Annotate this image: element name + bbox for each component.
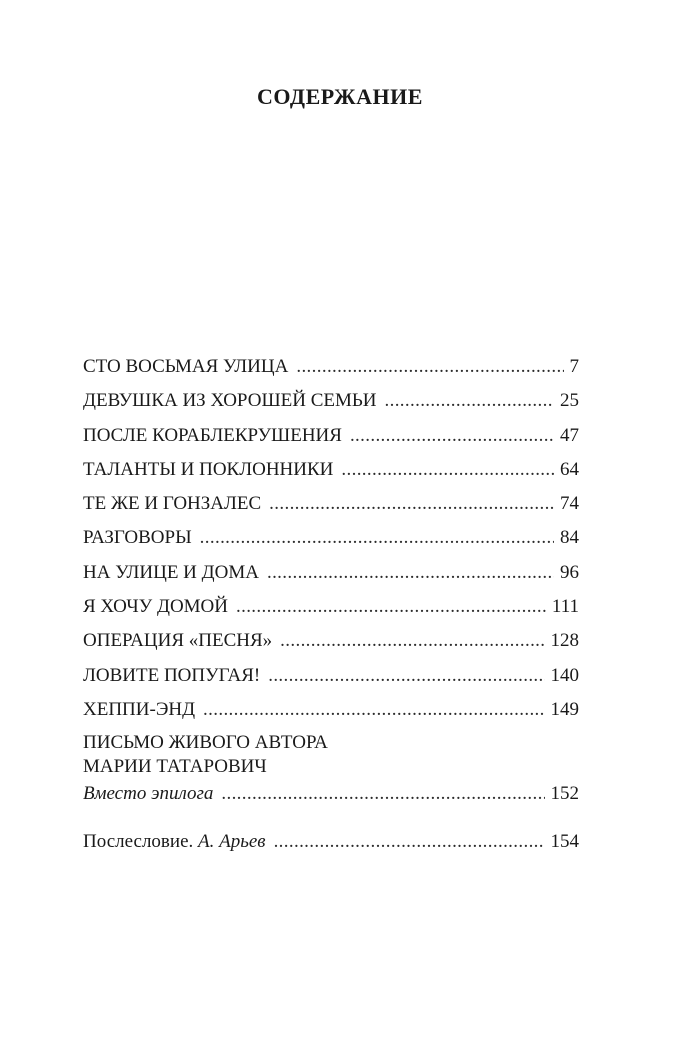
dot-leader [296, 350, 563, 384]
toc-entry-page: 47 [560, 424, 579, 446]
afterword-label: Послесловие. [83, 831, 194, 853]
toc-entry [83, 453, 579, 487]
dot-leader [236, 590, 546, 624]
dot-leader [268, 659, 544, 693]
toc-entry-page: 96 [560, 561, 579, 583]
toc-entry-page: 149 [550, 698, 579, 720]
dot-leader [203, 693, 544, 727]
toc-entry-title: ЛОВИТЕ ПОПУГАЯ! [83, 664, 261, 686]
toc-entry-title: НА УЛИЦЕ И ДОМА [83, 561, 259, 583]
dot-leader [274, 825, 545, 859]
dot-leader [267, 556, 554, 590]
toc-entry-title: Я ХОЧУ ДОМОЙ [83, 596, 228, 618]
toc-entry-letter [83, 731, 579, 809]
afterword-author: А. Арьев [198, 831, 266, 853]
toc-entry-title: ДЕВУШКА ИЗ ХОРОШЕЙ СЕМЬИ [83, 390, 377, 412]
toc-entry-title: СТО ВОСЬМАЯ УЛИЦА [83, 356, 289, 377]
toc-entry-page: 128 [550, 630, 579, 652]
toc-entry-title: РАЗГОВОРЫ [83, 527, 192, 549]
dot-leader [341, 453, 554, 487]
dot-leader [221, 779, 544, 809]
toc-entry-page: 25 [560, 390, 579, 412]
toc-entry-page: 74 [560, 493, 579, 515]
page-title: СОДЕРЖАНИЕ [257, 84, 423, 109]
toc-entry [83, 419, 579, 453]
dot-leader [269, 487, 554, 521]
toc-entry [83, 659, 579, 693]
toc-entry [83, 350, 579, 384]
dot-leader [200, 521, 554, 555]
toc-entry-title: ПОСЛЕ КОРАБЛЕКРУШЕНИЯ [83, 424, 342, 446]
toc-entry-page: 7 [569, 356, 579, 377]
toc-entry-title: ОПЕРАЦИЯ «ПЕСНЯ» [83, 630, 273, 652]
toc-entry-title-line2: МАРИИ ТАТАРОВИЧ [83, 756, 267, 778]
toc-entry-page: 64 [560, 458, 579, 480]
toc-entry [83, 487, 579, 521]
toc-entry-page: 154 [550, 831, 579, 853]
toc-entry [83, 693, 579, 727]
toc-entry-title [83, 825, 274, 859]
toc-entry-afterword [83, 825, 579, 859]
toc-entry [83, 624, 579, 658]
dot-leader [385, 384, 555, 418]
toc-entry-page: 140 [550, 664, 579, 686]
toc-entry-page: 84 [560, 527, 579, 549]
table-of-contents [83, 350, 579, 860]
toc-entry [83, 556, 579, 590]
toc-entry [83, 590, 579, 624]
toc-entry-title: ТЕ ЖЕ И ГОНЗАЛЕС [83, 493, 262, 515]
toc-entry-title: ТАЛАНТЫ И ПОКЛОННИКИ [83, 458, 334, 480]
toc-entry-page: 152 [550, 783, 579, 805]
toc-entry [83, 384, 579, 418]
dot-leader [280, 624, 544, 658]
toc-entry [83, 521, 579, 555]
toc-entry-subtitle: Вместо эпилога [83, 783, 214, 805]
toc-entry-page: 111 [551, 596, 579, 618]
toc-entry-title-line1: ПИСЬМО ЖИВОГО АВТОРА [83, 732, 328, 754]
toc-entry-title: ХЕППИ-ЭНД [83, 698, 196, 720]
dot-leader [350, 419, 554, 453]
